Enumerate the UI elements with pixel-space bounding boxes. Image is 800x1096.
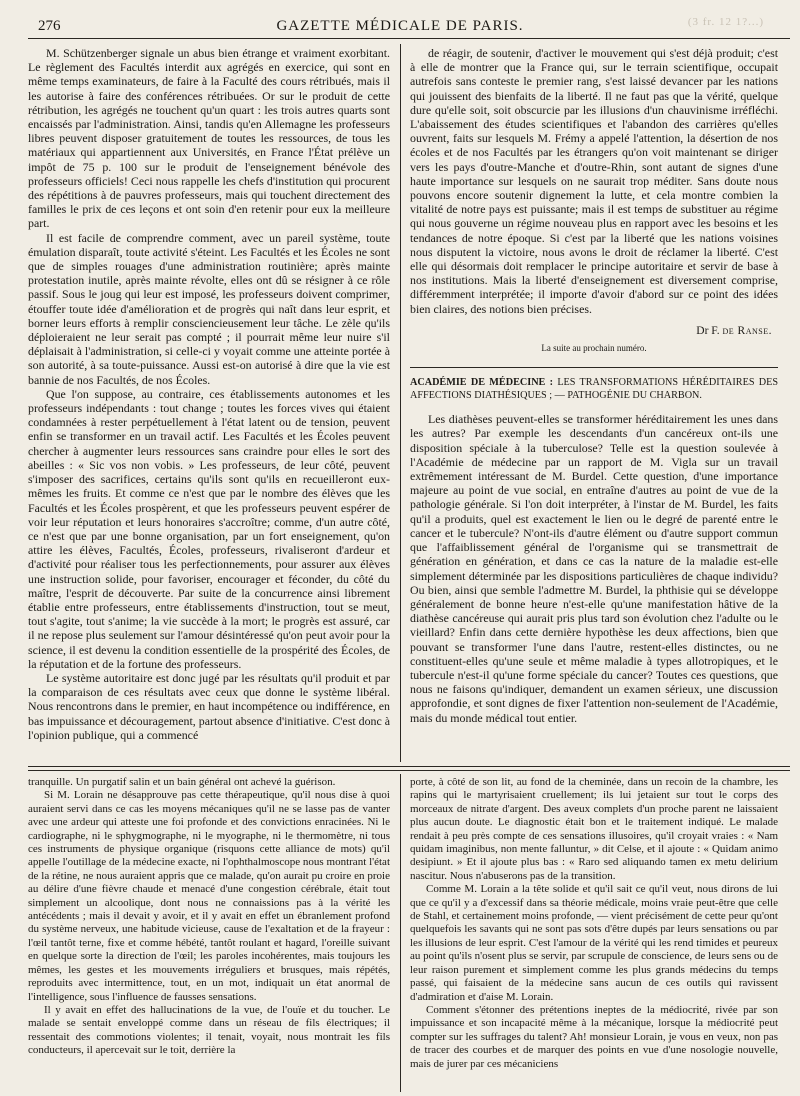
continued-note: La suite au prochain numéro. — [541, 343, 647, 354]
section-paragraph: Les diathèses peuvent-elles se transformer héréditairement les unes dans les autres? Par exemple les descendants d'un cancéreux ont-ils une disposition spéciale à la tuberculose? Telle est la question soulevée à l'Académie de médecine par un rapport de M. Vigla sur un travail extrêmement intéressant de M. Burdel. Cette question, d'une importance majeure au point de vue social, en entraîne d'autres au point de vue de la pathologie générale. Si l'on doit interpréter, à l'instar de M. Burdel, les faits qu'il a produits, quel est exactement le lien ou le degré de parenté entre le cancer et le tubercule? N'ont-ils d'autre élément ou d'autre support commun que l'affaiblissement général de l'organisme qui se transmettrait de génération en génération, et dans ce cas la nature de la maladie est-elle simplement déterminée par les dispositions particulières de chaque individu? Ou bien, ainsi que semble l'admettre M. Burdel, la phthisie qui se développe généralement de bonne heure n'est-elle qu'une manifestation hâtive de la diathèse cancéreuse qui aurait pris plus tard son évolution chez l'adulte ou le vieillard? Enfin dans cette dernière hypothèse les deux affections, bien que pouvant se transformer l'une dans l'autre, restent-elles distinctes, ou ne constituent-elles qu'une seule et même maladie à types allotropiques, et le tubercule n'est-il qu'une forme spéciale du cancer? Toutes ces questions, que nous ne faisons qu'indiquer, demandent un examen sérieux, une discussion approfondie, et sont dignes de fixer l'attention non-seulement de l'Académie, mais du monde médical tout entier. — [410, 412, 778, 725]
article-paragraph: de réagir, de soutenir, d'activer le mouvement qui s'est déjà produit; c'est à elle de montrer que la France qui, sur le terrain scientifique, occupait autrefois sans conteste le premier rang, s'est laissé devancer par les nations qui jouissent des bienfaits de la liberté. Il ne faut pas que la vérité, quelque dure qu'elle soit, soit obscurcie par les illusions d'un chauvinisme irréfléchi. L'abaissement des études scientifiques et l'abandon des carrières qu'elles ouvrent, faits sur lesquels M. Frémy a appelé l'attention, la désertion de nos écoles et de nos Facultés par les étrangers qu'on voit maintenant se diriger vers les pays d'outre-Manche et d'outre-Rhin, sont autant de signes d'une haute importance sur lesquels on ne saurait trop méditer. Sans doute nous pouvons encore soutenir dignement la lutte, et cela montre combien la vitalité de notre pays est puissante; mais il est temps de substituer au régime qui nous gouverne un régime nouveau plus en rapport avec les besoins et les tendances de notre époque. Si c'est par la liberté que les nations voisines nous disputent la victoire, nous avons le droit de réclamer la liberté. C'est elle qui désormais doit remplacer le principe autoritaire et servir de base à nos institutions. Mais la liberté d'enseignement est diversement comprise, différemment interprétée; il importe d'avoir d'abord sur ce point des idées bien claires, des notions bien précises. — [410, 46, 778, 316]
column-divider — [400, 44, 401, 762]
signature-name: de Ranse. — [722, 324, 772, 337]
page-header — [14, 16, 786, 38]
feuilleton-paragraph: porte, à côté de son lit, au fond de la cheminée, dans un recoin de la chambre, les rapins qui le martyrisaient cruellement; ils lui jetaient sur tout le corps des morceaux de nitrate d'argent. Des aveux complets d'un proche parent ne laissaient plus aucun doute. Le diagnostic était bon et le traitement indiqué. Le malade rendait à peu près compte de ces sensations illusoires, qu'il croyait vraies : « Nam quidam imaginibus, non mente falluntur, » dit Celse, et il ajoute : « Quidam animo desipiunt. » Et il ajoute plus bas : « Raro sed aliquando tamen ex metu delirium nascitur. Nous n'abuserons pas de la transition. — [410, 776, 778, 882]
author-signature — [410, 324, 772, 338]
article-paragraph: Il est facile de comprendre comment, avec un pareil système, toute émulation disparaît, toute activité s'éteint. Les Facultés et les Écoles ne sont que de simples rouages d'une administration routinière; après mainte protestation inutile, après mainte révolte, elles ont dû se résigner à ce rôle passif. Sous le joug qui leur est imposé, les professeurs doivent comprimer, étouffer toute idée d'amélioration et de progrès qui naît dans leur esprit, et borner leurs efforts à remplir consciencieusement leur tâche. Le zèle qu'ils déploieraient ne leur serait pas compté ; il pourrait même leur nuire s'il déplaisait à l'administration, si celle-ci y voyait comme une atteinte portée à son autorité, à sa toute-puissance. Aussi est-on autorisé à dire que la vie est bannie de nos Facultés, de nos Écoles. — [28, 230, 390, 387]
feuilleton-left-column — [28, 776, 390, 1058]
header-rule — [28, 38, 790, 39]
feuilleton-paragraph: Si M. Lorain ne désapprouve pas cette thérapeutique, qu'il nous dise à quoi auraient servi dans ce cas les moyens mécaniques qu'il ne se lasse pas de vanter avec une ardeur qui atteste une foi profonde et des convictions enracinées. Ni le cardiographe, ni le sphygmographe, ni le myographe, ni le thermomètre, ni tous ces instruments de physique organique (risquons cette alliance de mots) qu'il appelle l'outillage de la médecine exacte, ni l'ophthalmoscope nous montrant l'état de la rétine, ne nous auraient appris que ce malade, qu'on aurait pu croire en proie au délire d'une fièvre chaude et menacé d'une congestion cérébrale, était tout simplement un alcoolique, dont nous ne connaissions pas à la vérité les antécédents ; mais il devait y avoir, et il y avait en effet un ébranlement profond du système nerveux, une habitude vicieuse, cause de l'exaltation et de la frayeur : l'œil tantôt terne, fixe et comme hébété, tantôt roulant et hagard, l'oreille suivant en quelque sorte la direction de l'œil; les paroles incohérentes, mais toujours les mêmes, les gestes et les mouvements irréguliers et brusques, mais répétés, reproduits avec intermittence, tout, en un mot, indiquait un état anormal de l'intelligence, sous l'influence de fausses sensations. — [28, 789, 390, 1003]
feuilleton-paragraph: tranquille. Un purgatif salin et un bain général ont achevé la guérison. — [28, 776, 336, 788]
article-right-column — [410, 46, 778, 725]
feuilleton-column-divider — [400, 774, 401, 1092]
article-paragraph: M. Schützenberger signale un abus bien étrange et vraiment exorbitant. Le règlement des Facultés interdit aux agrégés en exercice, qui sont en même temps examinateurs, de faire à la Faculté des cours rétribués, mais il les autorise à faire des conférences rétribuées. Or sur le produit de cette rétribution, les agrégés ne touchent qu'un quart : les trois autres quarts sont encaissés par l'administration. Ainsi, tandis qu'en Allemagne les professeurs libres peuvent disposer gratuitement de toutes les ressources, de tous les matériaux qui appartiennent aux Universités, en France l'État prélève un impôt de 75 p. 100 sur le produit de l'enseignement bénévole des professeurs officiels! Ceci nous rappelle les chefs d'institution qui procurent des répétitions à de pauvres professeurs, mais qui touchent directement des familles le prix de ces leçons et ont soin d'en retenir pour eux la meilleure part. — [28, 46, 390, 231]
feuilleton-right-column — [410, 776, 778, 1071]
section-heading — [410, 367, 778, 402]
feuilleton-paragraph: Il y avait en effet des hallucinations de la vue, de l'ouïe et du toucher. Le malade se sentait enveloppé comme dans un réseau de fils électriques; il ressentait des commotions violentes; il tenait, voyait, nous montrait les fils conducteurs, il apercevait sur le toit, derrière la — [28, 1003, 390, 1057]
feuilleton-paragraph: Comme M. Lorain a la tête solide et qu'il sait ce qu'il veut, nous dirons de lui que ce qu'il y a d'excessif dans sa théorie médicale, moins vraie peut-être que celle de Stahl, et certainement moins profonde, — vient précisément de cette peur qu'ont quelquefois les savants qui ne sont pas sots d'être dupés par leurs sensations ou par les illusions de leur esprit. C'est l'amour de la vérité qui les rend timides et peureux au point qu'ils n'osent plus se servir, par scrupule de conscience, de leurs sens ou de leur raison purement et simplement comme les plus grands médecins du temps passé, qui faisaient de la médecine sans aucun de ces outils qui ravissent d'admiration et d'aise M. Lorain. — [410, 883, 778, 1003]
journal-title: GAZETTE MÉDICALE DE PARIS. — [276, 18, 524, 34]
signature-prefix: Dr F. — [696, 324, 723, 337]
article-paragraph: Que l'on suppose, au contraire, ces établissements autonomes et les professeurs indépendants : tout change ; toutes les forces vives qui étaient condamnées à rester perpétuellement à l'état latent ou de tension, peuvent enfin se transformer en un travail actif. Les Facultés et les Écoles peuvent chercher à augmenter leurs ressources sans craindre pour elles le sort des abeilles : « Sic vos non vobis. » Les professeurs, de leur côté, peuvent s'imposer des sacrifices, certains qu'ils sont qu'ils en recueilleront eux-mêmes les fruits. Et comme ce n'est que par le nombre des élèves que les Facultés et les Écoles prospèrent, et que les professeurs peuvent espérer de voir leur réputation et leurs honoraires s'accroître; comme, d'un autre côté, ce n'est que par une bonne organisation, par un fort enseignement, qu'on attire les élèves, Facultés, Écoles, professeurs, rivaliseront d'ardeur et d'activité pour réaliser tous les perfectionnements, pour assurer aux élèves une instruction solide, pour favoriser, encourager et féconder, du côté du maître, l'esprit de découverte. Par suite de la concurrence ainsi librement établie entre professeurs, entre établissements d'instruction, tout se meut, tout s'agite, tout s'anime; la vie succède à la mort; le progrès est assuré, car il ne repose plus seulement sur l'amour désintéressé qu'on peut avoir pour la science, il est devenu la condition essentielle de la prospérité des Écoles, de la réputation et de la fortune des professeurs. — [28, 386, 390, 671]
feuilleton-rule — [28, 766, 790, 767]
feuilleton-rule-double — [28, 770, 790, 771]
section-title: ACADÉMIE DE MÉDECINE : — [410, 377, 554, 389]
section-subtitle: LES TRANSFORMATIONS HÉRÉDITAIRES DES AFFECTIONS DIATHÉSIQUES ; — PATHOGÉNIE DU CHARBON. — [410, 377, 779, 402]
library-stamp: (3 fr. 12 1?...) — [687, 16, 764, 28]
page-number: 276 — [38, 18, 61, 34]
article-paragraph: Le système autoritaire est donc jugé par les résultats qu'il produit et par la comparaison de ces résultats avec ceux que donne le système libéral. Nous rencontrons dans le premier, en haut incompétence ou indifférence, en bas impuissance et découragement, partout absence d'initiative. C'est donc à l'opinion publique, qui a commencé — [28, 670, 390, 742]
article-left-column — [28, 46, 390, 742]
feuilleton-paragraph: Comment s'étonner des prétentions ineptes de la médiocrité, rivée par son impuissance et son incapacité même à la mécanique, lorsque la médiocrité peut compter sur les suffrages du talent? Ah! monsieur Lorain, je vous en veux, non pas de tracer des courbes et de marquer des points en vue d'une nosologie nouvelle, mais de jurer par ces mécaniciens — [410, 1003, 778, 1070]
